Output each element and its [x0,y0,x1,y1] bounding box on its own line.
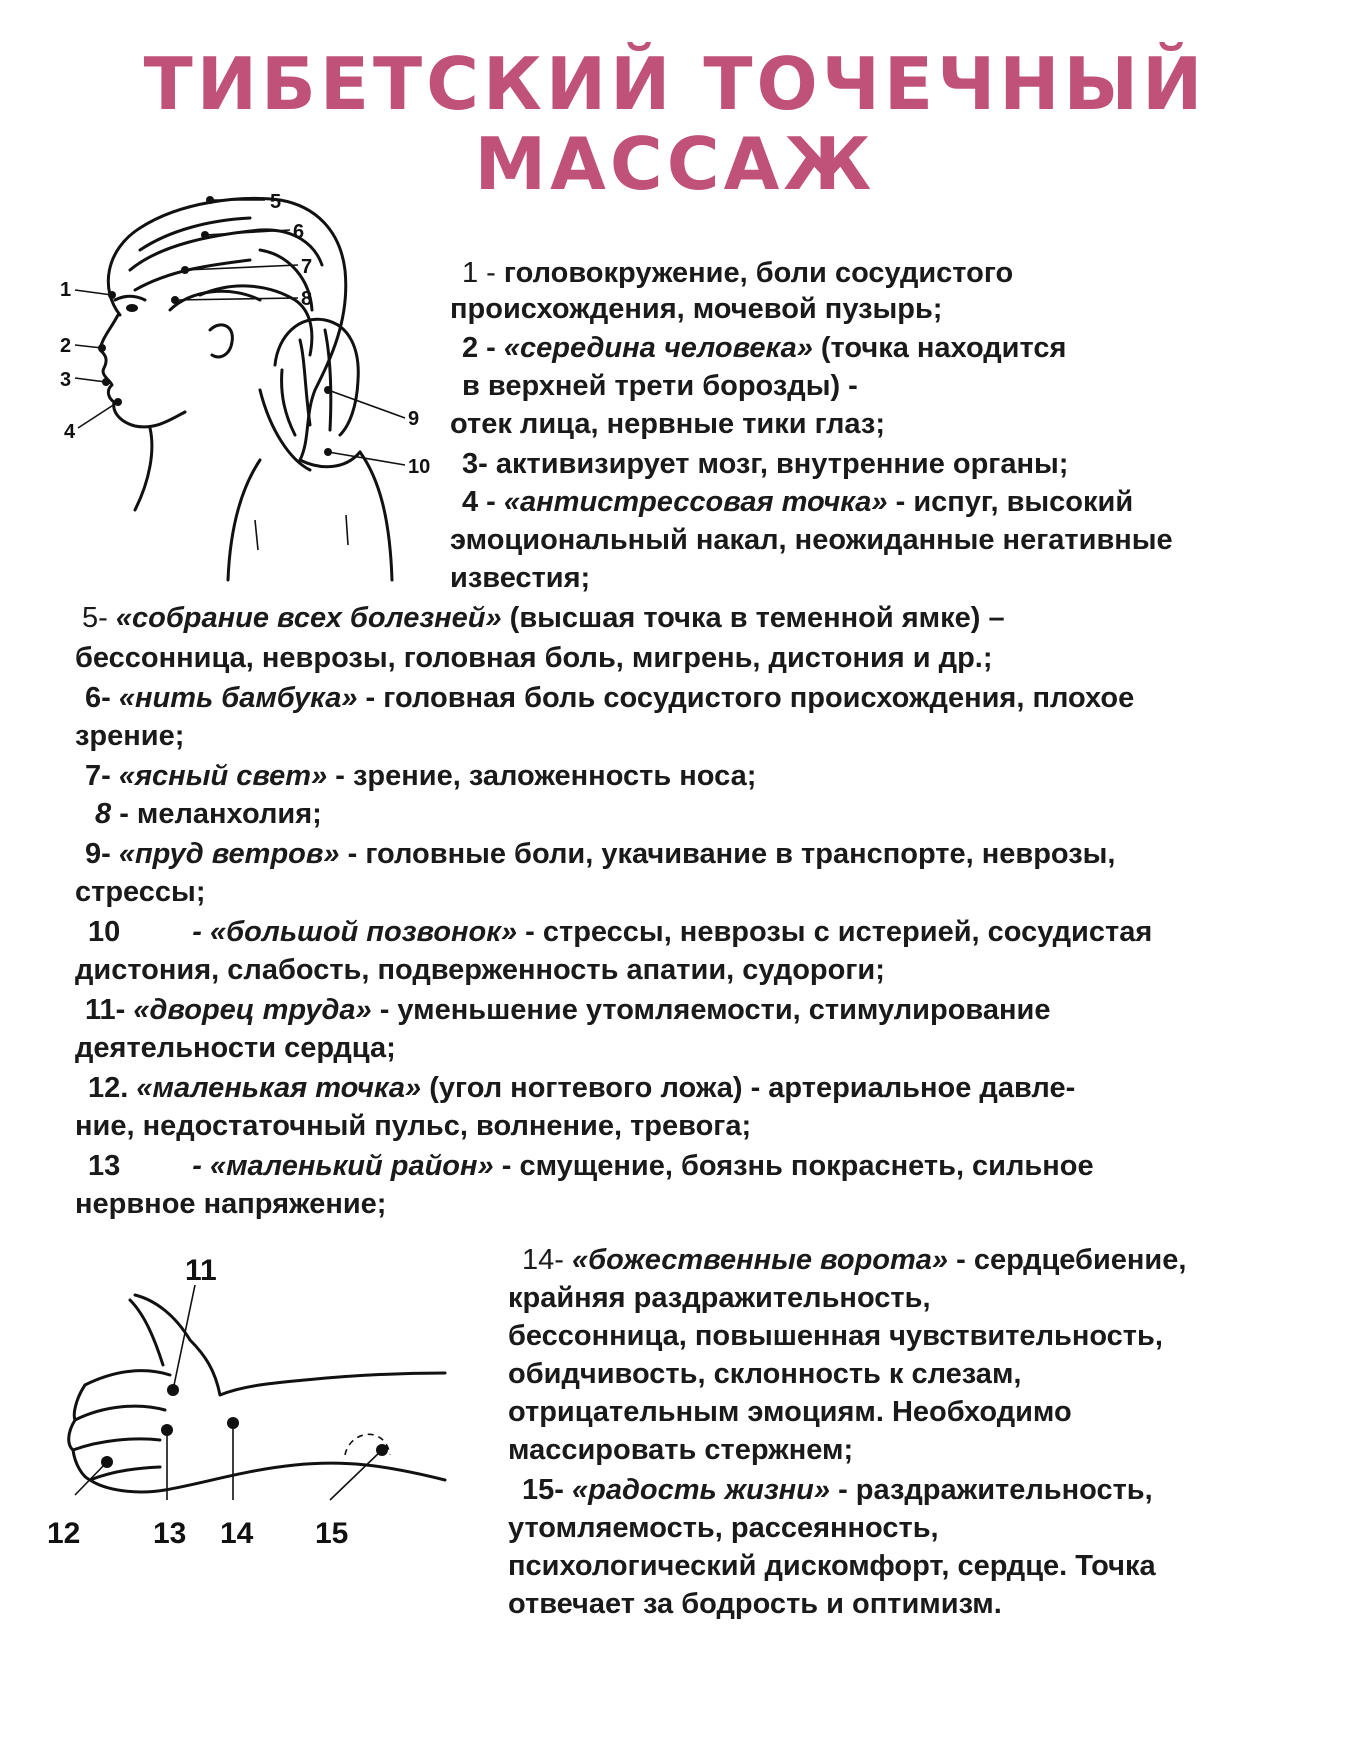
item-15-line-2: утомляемость, рассеянность, [508,1512,939,1544]
item-14-line-1: 14- «божественные ворота» - сердцебиение, [522,1244,1187,1276]
head-label-8: 8 [301,288,313,310]
item-14-line-4: обидчивость, склонность к слезам, [508,1358,1022,1390]
item-5-line-1: 5- «собрание всех болезней» (высшая точка в теменной ямке) – [82,602,1005,634]
head-label-7: 7 [301,256,313,278]
item-15-line-4: отвечает за бодрость и оптимизм. [508,1588,1002,1620]
item-15-line-1: 15- «радость жизни» - раздражительность, [522,1474,1153,1506]
item-15-line-3: психологический дискомфорт, сердце. Точка [508,1550,1156,1582]
head-label-5: 5 [270,191,282,213]
item-13-line-2: нервное напряжение; [75,1188,387,1220]
head-label-4: 4 [64,421,76,443]
hand-label-11: 11 [185,1254,217,1287]
item-14-line-5: отрицательным эмоциям. Необходимо [508,1396,1072,1428]
head-illustration [60,190,440,590]
item-10-line-2: дистония, слабость, подверженность апатии, судороги; [75,954,885,986]
item-9-line-1: 9- «пруд ветров» - головные боли, укачивание в транспорте, неврозы, [85,838,1116,870]
item-1-line-1: 1 - головокружение, боли сосудистого [462,257,1014,289]
title-line-2: МАССАЖ [474,122,876,206]
item-8-line-1: 8 - меланхолия; [95,798,322,830]
item-2-line-1: 2 - «середина человека» (точка находится [462,332,1067,364]
title-line-1: ТИБЕТСКИЙ ТОЧЕЧНЫЙ [143,42,1207,126]
hand-label-14: 14 [220,1517,254,1550]
item-6-line-2: зрение; [75,720,185,752]
item-14-line-3: бессонница, повышенная чувствительность, [508,1320,1163,1352]
head-label-2: 2 [60,335,72,357]
item-1-line-2: происхождения, мочевой пузырь; [450,293,943,325]
hand-label-12: 12 [47,1517,81,1550]
head-label-3: 3 [60,369,72,391]
item-11-line-1: 11- «дворец труда» - уменьшение утомляемости, стимулирование [85,994,1051,1026]
item-5-line-2: бессонница, неврозы, головная боль, мигрень, дистония и др.; [75,642,993,674]
item-2-line-3: отек лица, нервные тики глаз; [450,408,885,440]
hand-label-15: 15 [315,1517,349,1550]
item-14-line-2: крайняя раздражительность, [508,1282,931,1314]
hand-label-13: 13 [153,1517,187,1550]
item-7-line-1: 7- «ясный свет» - зрение, заложенность носа; [85,760,757,792]
hand-illustration [45,1255,495,1575]
item-4-line-3: известия; [450,562,591,594]
item-4-line-1: 4 - «антистрессовая точка» - испуг, высокий [462,486,1134,518]
item-2-line-2: в верхней трети борозды) - [462,370,858,402]
item-3-line-1: 3- активизирует мозг, внутренние органы; [462,448,1069,480]
item-14-line-6: массировать стержнем; [508,1434,854,1466]
item-4-line-2: эмоциональный накал, неожиданные негативные [450,524,1173,556]
item-12-line-1: 12. «маленькая точка» (угол ногтевого ложа) - артериальное давле- [88,1072,1076,1104]
head-label-1: 1 [60,279,72,301]
item-13-line-1: 13 - «маленький район» - смущение, боязнь покраснеть, сильное [88,1150,1094,1182]
head-label-6: 6 [293,221,305,243]
item-11-line-2: деятельности сердца; [75,1032,396,1064]
head-label-10: 10 [408,456,431,478]
item-6-line-1: 6- «нить бамбука» - головная боль сосудистого происхождения, плохое [85,682,1135,714]
head-label-9: 9 [408,408,420,430]
item-9-line-2: стрессы; [75,876,206,908]
item-10-line-1: 10 - «большой позвонок» - стрессы, неврозы с истерией, сосудистая [88,916,1153,948]
item-12-line-2: ние, недостаточный пульс, волнение, тревога; [75,1110,752,1142]
